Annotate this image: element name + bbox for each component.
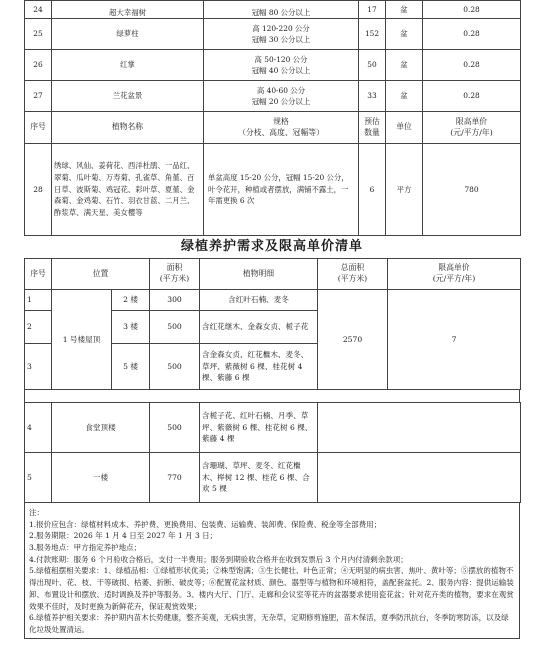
plant-detail: 含珊瑚、草坪、麦冬、红花檵木、榉树 12 棵、桂花 6 棵、合欢 5 棵 xyxy=(200,453,318,503)
column-header-unit: 单位 xyxy=(386,112,423,144)
total-area: 2570 xyxy=(318,290,388,390)
row-number: 4 xyxy=(25,403,52,453)
table-row xyxy=(25,50,521,81)
unit: 盆 xyxy=(386,50,423,81)
spec-line: 高 50-120 公分 xyxy=(254,54,308,64)
column-header-spec xyxy=(204,112,359,144)
unit-price: 7 xyxy=(388,290,521,390)
header-line: (平方米) xyxy=(159,274,190,283)
area: 500 xyxy=(150,311,200,344)
spec-line: 冠幅 40 公分以上 xyxy=(251,66,311,75)
spec-line: 高 120-220 公分 xyxy=(252,23,310,33)
spec-line: 冠幅 20 公分以上 xyxy=(251,97,311,106)
unit: 平方 xyxy=(386,144,423,236)
row-number: 24 xyxy=(25,1,52,19)
header-line: 限高单价 xyxy=(455,116,488,126)
unit: 盆 xyxy=(386,1,423,19)
column-header-location: 位置 xyxy=(52,259,150,290)
note-item: 6.绿植养护相关要求：养护期内苗木长势健康，整齐美观，无病虫害，无杂草，定期修剪施肥，苗木保活，夏季防汛抗台，冬季防寒防冻，以及绿化垃圾处置清运。 xyxy=(29,613,509,634)
note-item: 5.绿植租摆相关要求：1、绿植品相：①绿植形状优美；②株型饱满；③生长健壮、叶色正常；④无明显的病虫害、焦叶、黄叶等；⑤摆放的植物不得出现叶、花、枝、干等破损、枯萎、折断、破皮等；⑥配置花盆材质、颜色、器型等与植物和环境相符，盖配套盆托。2、服务内容：提供运输装卸、布置设计和摆放、适时调换及养护等服务。3、楼内大厅、门厅、走廊和会议室等花卉的盆器要求使用瓷花盆；针对花卉类的植物，要求在观赏效果不佳时，及时更换为新鲜花卉，保证观赏效果； xyxy=(29,566,514,611)
quantity: 152 xyxy=(359,19,386,50)
header-line: (平方米) xyxy=(337,274,368,283)
location: 食堂顶楼 xyxy=(52,403,150,453)
spec-cell xyxy=(204,1,359,19)
spec-line: 冠幅 80 公分以上 xyxy=(251,7,311,17)
blank-cell xyxy=(318,403,521,453)
location: 一楼 xyxy=(52,453,150,503)
column-header-number: 序号 xyxy=(25,259,52,290)
floor: 3 楼 xyxy=(112,311,150,344)
maintenance-table-continued xyxy=(24,402,521,503)
note-item: 4.付款账期：服务 6 个月验收合格后，支付一半费用；服务到期验收合格并在收到发票后 3 个月内付清剩余款项； xyxy=(29,554,408,564)
header-line: （分枝、高度、冠幅等） xyxy=(238,127,324,137)
column-header-plant: 植物名称 xyxy=(52,112,204,144)
spec-line: 冠幅 30 公分以上 xyxy=(251,35,311,44)
row-number: 28 xyxy=(25,144,52,236)
section-title: 绿植养护需求及限高单价清单 xyxy=(180,239,363,254)
quantity: 33 xyxy=(359,81,386,112)
price: 0.28 xyxy=(423,19,521,50)
price: 0.28 xyxy=(423,50,521,81)
spec-cell xyxy=(204,81,359,112)
location-main: 1 号楼屋顶 xyxy=(52,290,112,390)
blank-cell xyxy=(318,453,521,503)
spec-cell: 单盆高度 15-20 公分，冠幅 15-20 公分，叶令花开，种植或者摆放，满铺不露土，一年需更换 6 次 xyxy=(204,144,359,236)
table-row xyxy=(25,1,521,19)
header-line: 规格 xyxy=(273,116,289,126)
notes-section xyxy=(24,503,520,639)
header-line: 限高单价 xyxy=(438,263,470,273)
column-header-price xyxy=(388,259,521,290)
plant-name: 兰花盆景 xyxy=(52,81,204,112)
plant-rental-table xyxy=(24,0,521,236)
floor: 2 楼 xyxy=(112,290,150,311)
table-row xyxy=(25,144,521,236)
row-number: 26 xyxy=(25,50,52,81)
table-header-row xyxy=(25,112,521,144)
column-header-price xyxy=(423,112,521,144)
table-row xyxy=(25,453,521,503)
area: 500 xyxy=(150,344,200,390)
document-page xyxy=(24,0,520,639)
row-number: 27 xyxy=(25,81,52,112)
plant-detail: 含红花继木、金森女贞、栀子花 xyxy=(200,311,318,344)
notes-heading: 注： xyxy=(29,508,44,517)
header-line: 总面积 xyxy=(340,263,365,273)
header-line: (元/平方/年) xyxy=(432,274,476,283)
row-number: 1 xyxy=(25,290,52,311)
column-header-detail: 植物明细 xyxy=(200,259,318,290)
plant-detail: 含金森女贞、红花檵木、麦冬、草坪、紫薇树 6 棵、桂花树 4 棵、紫藤 6 棵 xyxy=(200,344,318,390)
plant-detail: 含红叶石楠、麦冬 xyxy=(200,290,318,311)
note-item: 1.报价应包含：绿植材料成本、养护费、更换费用、包装费、运输费、装卸费、保险费、税金等全部费用； xyxy=(29,519,382,529)
column-header-total-area xyxy=(318,259,388,290)
column-header-number: 序号 xyxy=(25,112,52,144)
note-item: 2.服务期限：2026 年 1 月 4 日至 2027 年 1 月 3 日； xyxy=(29,531,218,541)
header-line: (元/平方/年) xyxy=(450,127,493,137)
plant-detail: 含栀子花、红叶石楠、月季、草坪、紫薇树 6 棵、桂花树 6 棵、紫藤 4 棵 xyxy=(200,403,318,453)
plant-name: 红掌 xyxy=(52,50,204,81)
table-row xyxy=(25,403,521,453)
plant-name: 超大幸福树 xyxy=(52,1,204,19)
floor: 5 楼 xyxy=(112,344,150,390)
price: 780 xyxy=(423,144,521,236)
header-line: 面积 xyxy=(166,263,183,273)
row-number: 25 xyxy=(25,19,52,50)
row-number: 3 xyxy=(25,344,52,390)
price: 0.28 xyxy=(423,81,521,112)
spec-line: 高 40-60 公分 xyxy=(256,85,306,95)
spec-cell xyxy=(204,19,359,50)
spec-cell xyxy=(204,50,359,81)
row-number: 2 xyxy=(25,311,52,344)
column-header-area xyxy=(150,259,200,290)
table-row xyxy=(25,19,521,50)
plant-name: 绿萝柱 xyxy=(52,19,204,50)
column-header-quantity: 预估数量 xyxy=(359,112,386,144)
unit: 盆 xyxy=(386,81,423,112)
quantity: 50 xyxy=(359,50,386,81)
price: 0.28 xyxy=(423,1,521,19)
unit: 盆 xyxy=(386,19,423,50)
plant-list: 绣球、风仙、姜荷花、西洋杜鹃、一品红、翠菊、瓜叶菊、万寿菊、孔雀草、角堇、百日草、波斯菊、鸡冠花、彩叶草、夏堇、金森菊、金鸡菊、石竹、羽衣甘蓝、二月兰、酢浆草、满天星、美女樱等 xyxy=(52,144,204,236)
quantity: 6 xyxy=(359,144,386,236)
area: 500 xyxy=(150,403,200,453)
table-header-row xyxy=(25,259,521,290)
quantity: 17 xyxy=(359,1,386,19)
row-number: 5 xyxy=(25,453,52,503)
area: 300 xyxy=(150,290,200,311)
note-item: 3.服务地点：甲方指定养护地点； xyxy=(29,543,142,553)
page-break-gap xyxy=(24,390,520,402)
maintenance-table xyxy=(24,258,521,390)
table-row xyxy=(25,81,521,112)
table-row xyxy=(25,290,521,311)
area: 770 xyxy=(150,453,200,503)
